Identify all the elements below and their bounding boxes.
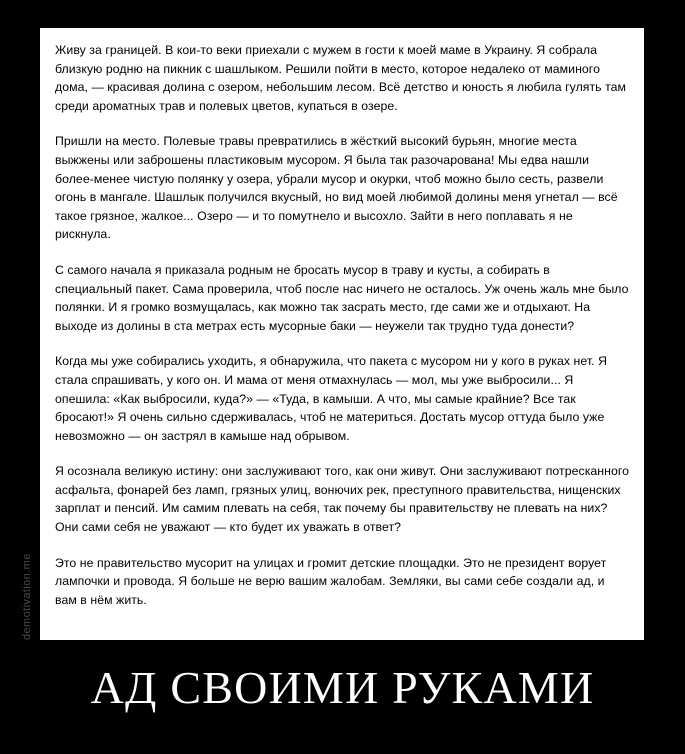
paragraph: Это не правительство мусорит на улицах и громит детские площадки. Это не президент ворует лампочки и провода. Я больше не верю вашим жалобам. Земляки, вы сами себе создали ад, и вам в нём жить. (55, 555, 607, 607)
paragraph: Живу за границей. В кои-то веки приехали с мужем в гости к моей маме в Украину. Я собрала близкую родню на пикник с шашлыком. Решили пойти в место, которое недалеко от маминого дома, — красивая долина с озером, небольшим лесом. Всё детство и юность я любила гулять там среди ароматных трав и полевых цветов, купаться в озере. (55, 43, 627, 113)
paragraph: Я осознала великую истину: они заслуживают того, как они живут. Они заслуживают потресканного асфальта, фонарей без ламп, грязных улиц, вонючих рек, преступного правительства, нищенских зарплат и пенсий. Им самим плевать на себя, так почему бы правительству не плевать на них? Они сами себя не уважают — кто будет их уважать в ответ? (55, 464, 630, 535)
paragraph: С самого начала я приказала родным не бросать мусор в траву и кусты, а собирать в специальный пакет. Сама проверила, чтоб после нас ничего не осталось. Уж очень жаль мне было полянки. И я громко возмущалась, как можно так засрать место, где сами же и отдыхают. На выходе из долины в ста метрах есть мусорные баки — неужели так трудно туда донести? (55, 262, 629, 333)
poster-title: АД СВОИМИ РУКАМИ (90, 662, 595, 713)
paragraph: Когда мы уже собирались уходить, я обнаружила, что пакета с мусором ни у кого в руках нет. Я стала спрашивать, у кого он. И мама от меня отмахнулась — мол, мы уже выбросили... Я опешила: «Как выбросили, куда?» — «Туда, в камыши. А что, мы самые крайние? Все так бросают!» Я очень сильно сдерживалась, чтоб не материться. Достать мусор оттуда было уже невозможно — он застрял в камыше над обрывом. (55, 354, 608, 443)
paragraph: Пришли на место. Полевые травы превратились в жёсткий высокий бурьян, многие места выжжены или заброшены пластиковым мусором. Я была так разочарована! Мы едва нашли более-менее чистую полянку у озера, убрали мусор и окурки, чтоб можно было сесть, развели огонь в мангале. Шашлык получился вкусный, но вид моей любимой долины меня угнетал — всё такое грязное, жалкое... Озеро — и то помутнело и высохло. Зайти в него поплавать я не рискнула. (55, 134, 618, 242)
text-frame (40, 28, 644, 640)
watermark-label: demotivation.me (21, 553, 33, 640)
story-text (41, 29, 643, 639)
